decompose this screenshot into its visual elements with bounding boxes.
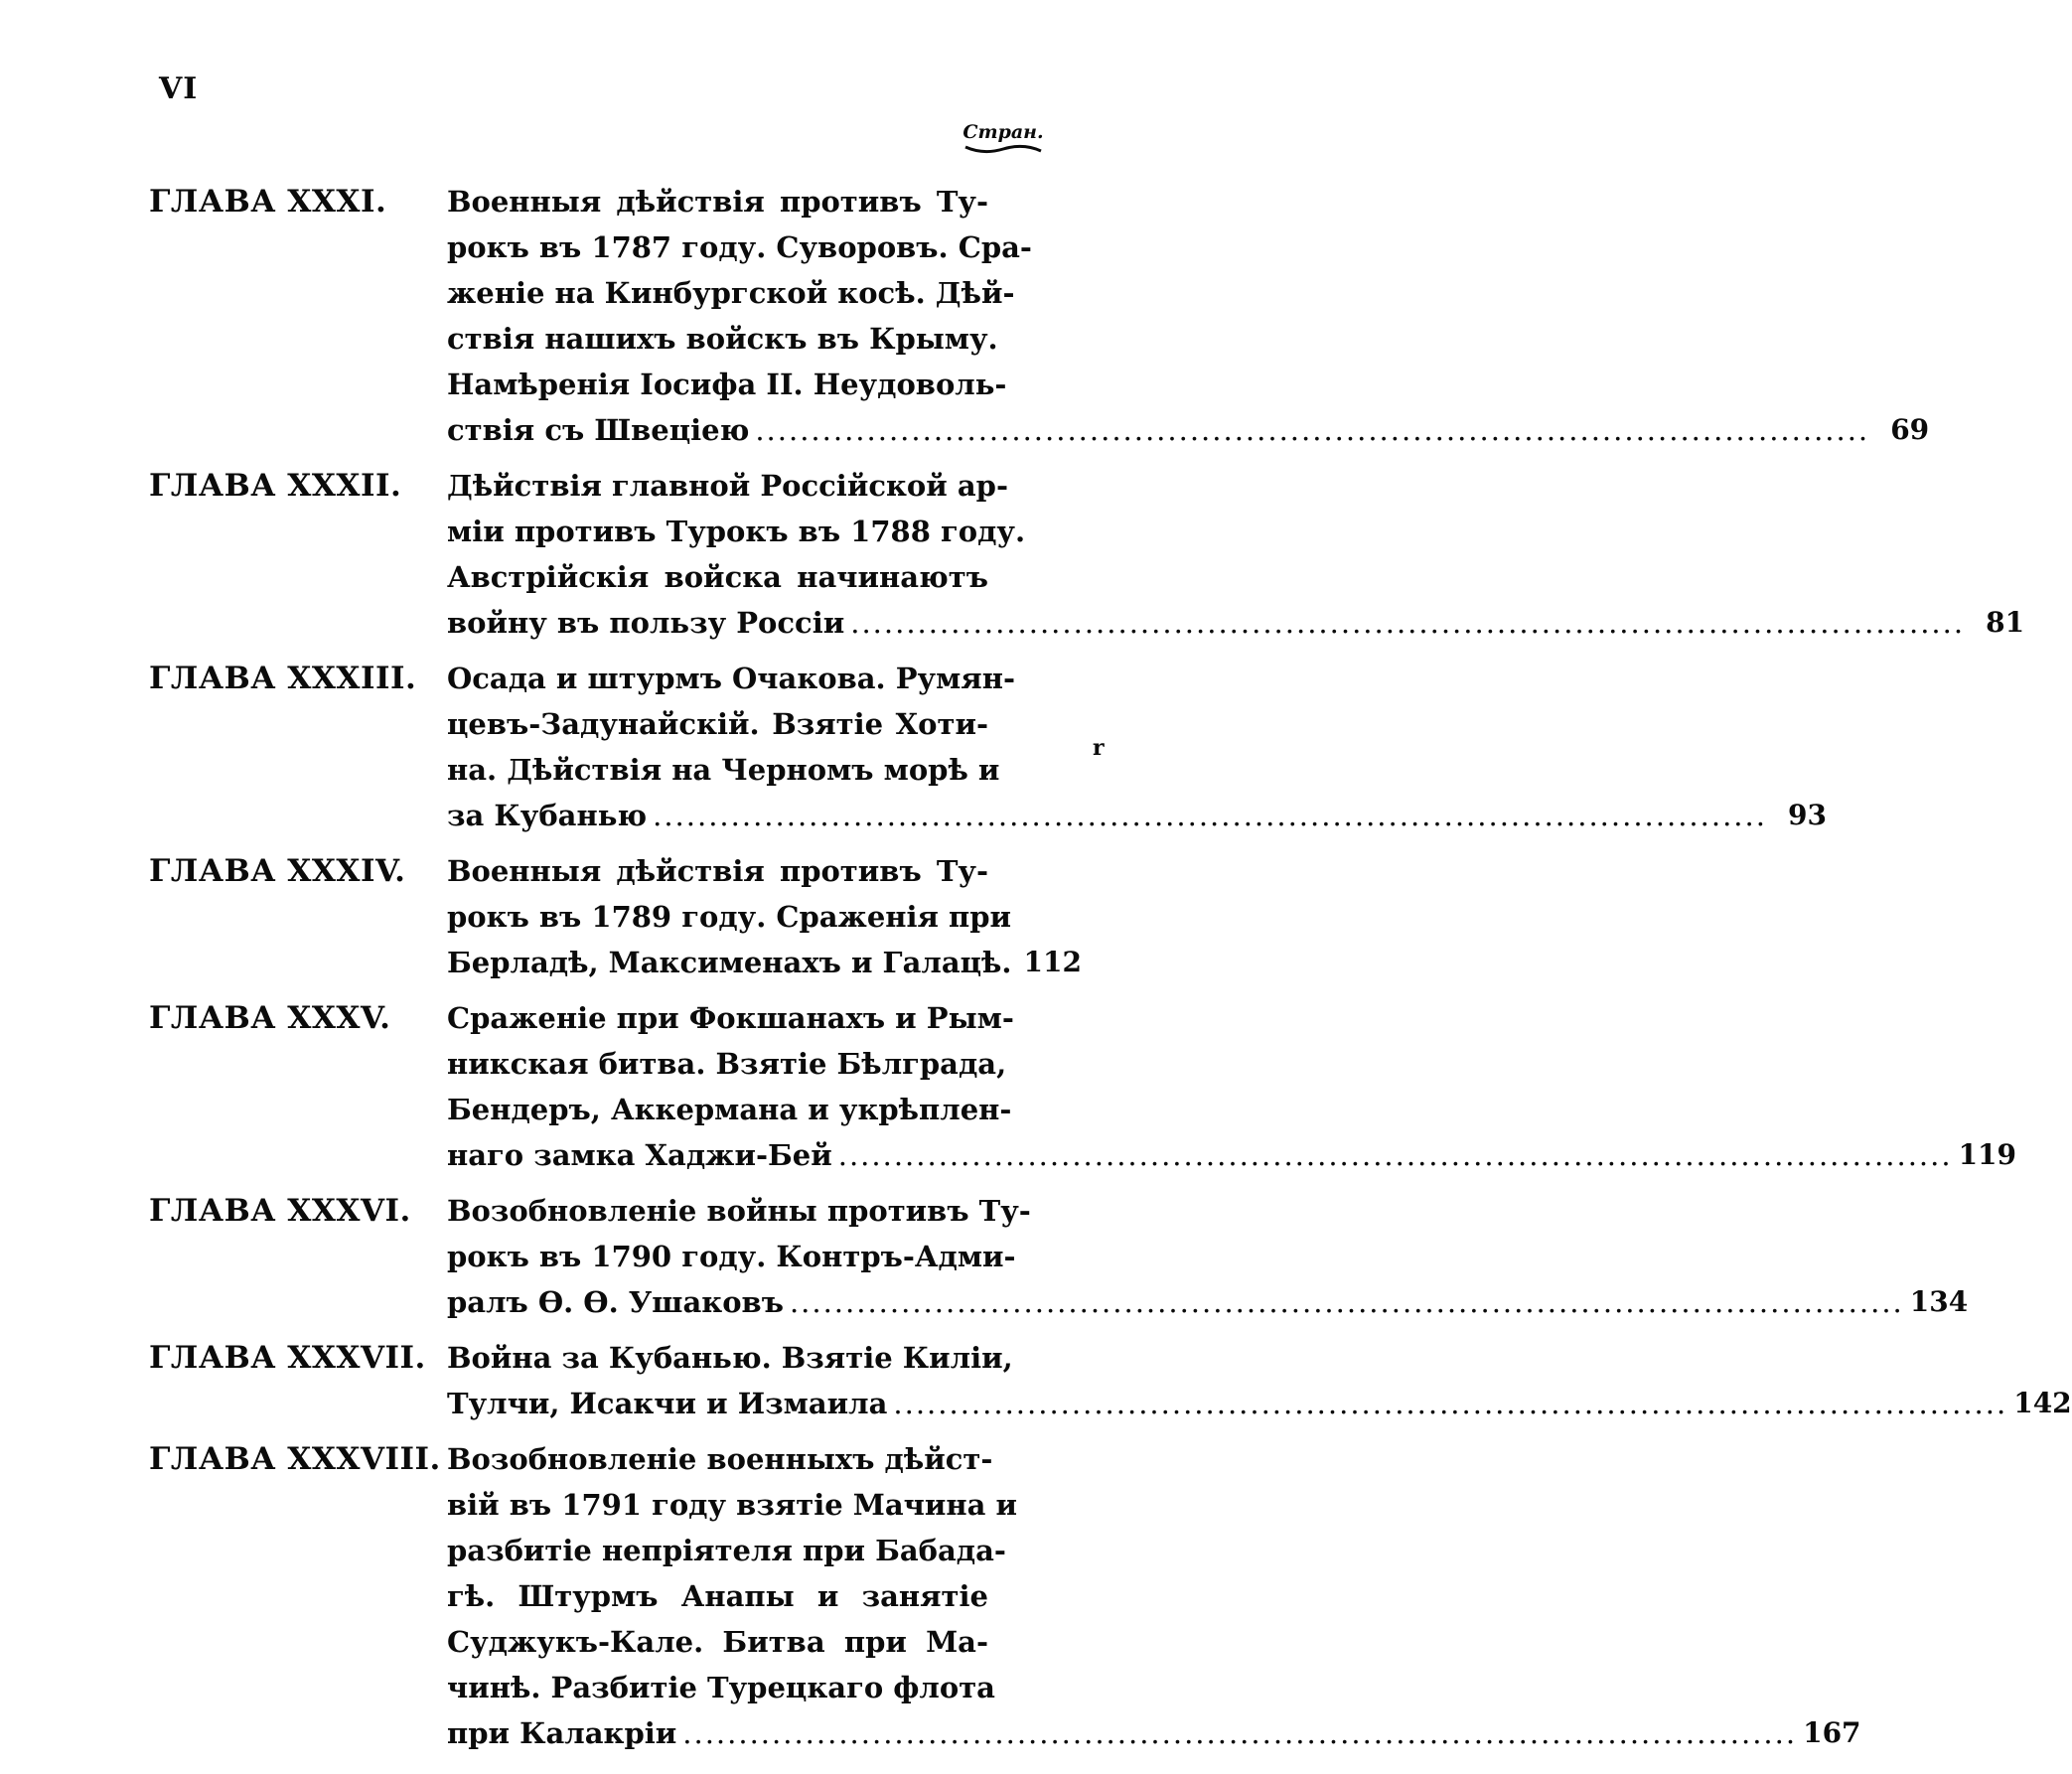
chapter-description — [447, 179, 1930, 453]
page-reference: 119 — [1958, 1138, 2017, 1171]
description-last-line — [447, 1381, 2072, 1426]
description-line: Война за Кубанью. Взятіе Киліи, — [447, 1341, 1013, 1375]
description-last-line — [447, 1279, 1969, 1325]
description-line: Суджукъ-Кале. Битва при Ма- — [447, 1625, 988, 1659]
stray-mark: r — [1093, 735, 1105, 761]
dot-leader — [893, 1381, 2007, 1426]
page-column-header — [944, 121, 1063, 155]
description-last-line — [447, 940, 1082, 985]
chapter-label: ГЛАВА XXXI. — [149, 184, 387, 220]
chapter-description — [447, 463, 2025, 646]
description-last-line — [447, 1132, 2017, 1178]
description-line: никская битва. Взятіе Бѣлграда, — [447, 1047, 1007, 1081]
chapter-description — [447, 848, 1082, 985]
description-line: Возобновленіе военныхъ дѣйст- — [447, 1442, 993, 1476]
description-line: Сраженіе при Фокшанахъ и Рым- — [447, 1001, 1014, 1035]
description-line: Австрійскія войска начинаютъ — [447, 560, 988, 594]
description-line: войну въ пользу Россіи — [447, 606, 845, 640]
dot-leader — [755, 407, 1869, 453]
dot-leader — [838, 1132, 1953, 1178]
table-of-contents — [149, 179, 2072, 1766]
chapter-description — [447, 1335, 2072, 1426]
description-line: женіе на Кинбургской косѣ. Дѣй- — [447, 276, 1015, 310]
description-line: на. Дѣйствія на Черномъ морѣ и — [447, 753, 1000, 787]
page-number: VI — [159, 72, 199, 106]
chapter-description — [447, 1436, 1861, 1756]
description-line: за Кубанью — [447, 799, 648, 832]
toc-entry — [149, 463, 2025, 646]
description-line: гѣ. Штурмъ Анапы и занятіе — [447, 1579, 988, 1613]
description-line: Военныя дѣйствія противъ Ту- — [447, 854, 988, 888]
chapter-label: ГЛАВА XXXVIII. — [149, 1441, 441, 1477]
toc-entry — [149, 848, 1082, 985]
chapter-description — [447, 995, 2017, 1178]
description-line: Бендеръ, Аккермана и укрѣплен- — [447, 1093, 1012, 1126]
description-line: при Калакріи — [447, 1716, 677, 1750]
description-line: ствія съ Швеціею — [447, 413, 750, 447]
toc-entry — [149, 995, 2017, 1178]
description-line: Возобновленіе войны противъ Ту- — [447, 1194, 1031, 1228]
chapter-label: ГЛАВА XXXV. — [149, 1000, 391, 1036]
description-line: рокъ въ 1789 году. Сраженія при — [447, 900, 1012, 934]
column-header-label: Стран. — [962, 121, 1044, 143]
page-reference: 81 — [1986, 606, 2025, 639]
dot-leader — [790, 1279, 1904, 1325]
description-line: рокъ въ 1790 году. Контръ-Адми- — [447, 1240, 1016, 1273]
description-line: вій въ 1791 году взятіе Мачина и — [447, 1488, 1018, 1522]
chapter-description — [447, 1188, 1969, 1325]
description-line: чинѣ. Разбитіе Турецкаго флота — [447, 1671, 995, 1704]
description-last-line — [447, 600, 2025, 646]
squiggle-ornament-icon — [963, 143, 1043, 155]
description-line: Берладѣ, Максименахъ и Галацѣ. — [447, 946, 1012, 979]
description-line: наго замка Хаджи-Бей — [447, 1138, 832, 1172]
description-line: Осада и штурмъ Очакова. Румян- — [447, 662, 1015, 695]
dot-leader — [653, 793, 1767, 838]
description-line: Дѣйствія главной Россійской ар- — [447, 469, 1008, 503]
description-line: Тулчи, Исакчи и Измаила — [447, 1387, 888, 1420]
chapter-description — [447, 656, 1827, 838]
description-line: Военныя дѣйствія противъ Ту- — [447, 185, 988, 219]
toc-entry — [149, 179, 1930, 453]
dot-leader — [682, 1710, 1797, 1756]
description-line: рокъ въ 1787 году. Суворовъ. Сра- — [447, 230, 1032, 264]
toc-entry — [149, 1188, 1969, 1325]
chapter-label: ГЛАВА XXXVI. — [149, 1193, 411, 1229]
description-last-line — [447, 793, 1827, 838]
chapter-label: ГЛАВА XXXVII. — [149, 1340, 426, 1376]
description-line: ствія нашихъ войскъ въ Крыму. — [447, 322, 998, 356]
page-reference: 93 — [1787, 799, 1827, 831]
toc-entry — [149, 1335, 2072, 1426]
description-last-line — [447, 407, 1930, 453]
page-reference: 69 — [1890, 413, 1930, 446]
dot-leader — [850, 600, 1965, 646]
page-reference: 112 — [1023, 946, 1082, 978]
chapter-label: ГЛАВА XXXIII. — [149, 661, 417, 696]
page-reference: 134 — [1909, 1285, 1969, 1318]
description-line: цевъ-Задунайскій. Взятіе Хоти- — [447, 707, 988, 741]
description-last-line — [447, 1710, 1861, 1756]
page-reference: 142 — [2013, 1387, 2072, 1419]
description-line: разбитіе непріятеля при Бабада- — [447, 1534, 1006, 1567]
chapter-label: ГЛАВА XXXII. — [149, 468, 402, 504]
description-line: Намѣренія Іосифа II. Неудоволь- — [447, 368, 1007, 401]
description-line: ралъ Ѳ. Ѳ. Ушаковъ — [447, 1285, 784, 1319]
toc-entry — [149, 656, 1827, 838]
chapter-label: ГЛАВА XXXIV. — [149, 853, 406, 889]
description-line: міи противъ Турокъ въ 1788 году. — [447, 515, 1026, 548]
toc-entry — [149, 1436, 1861, 1756]
page-reference: 167 — [1803, 1716, 1861, 1749]
